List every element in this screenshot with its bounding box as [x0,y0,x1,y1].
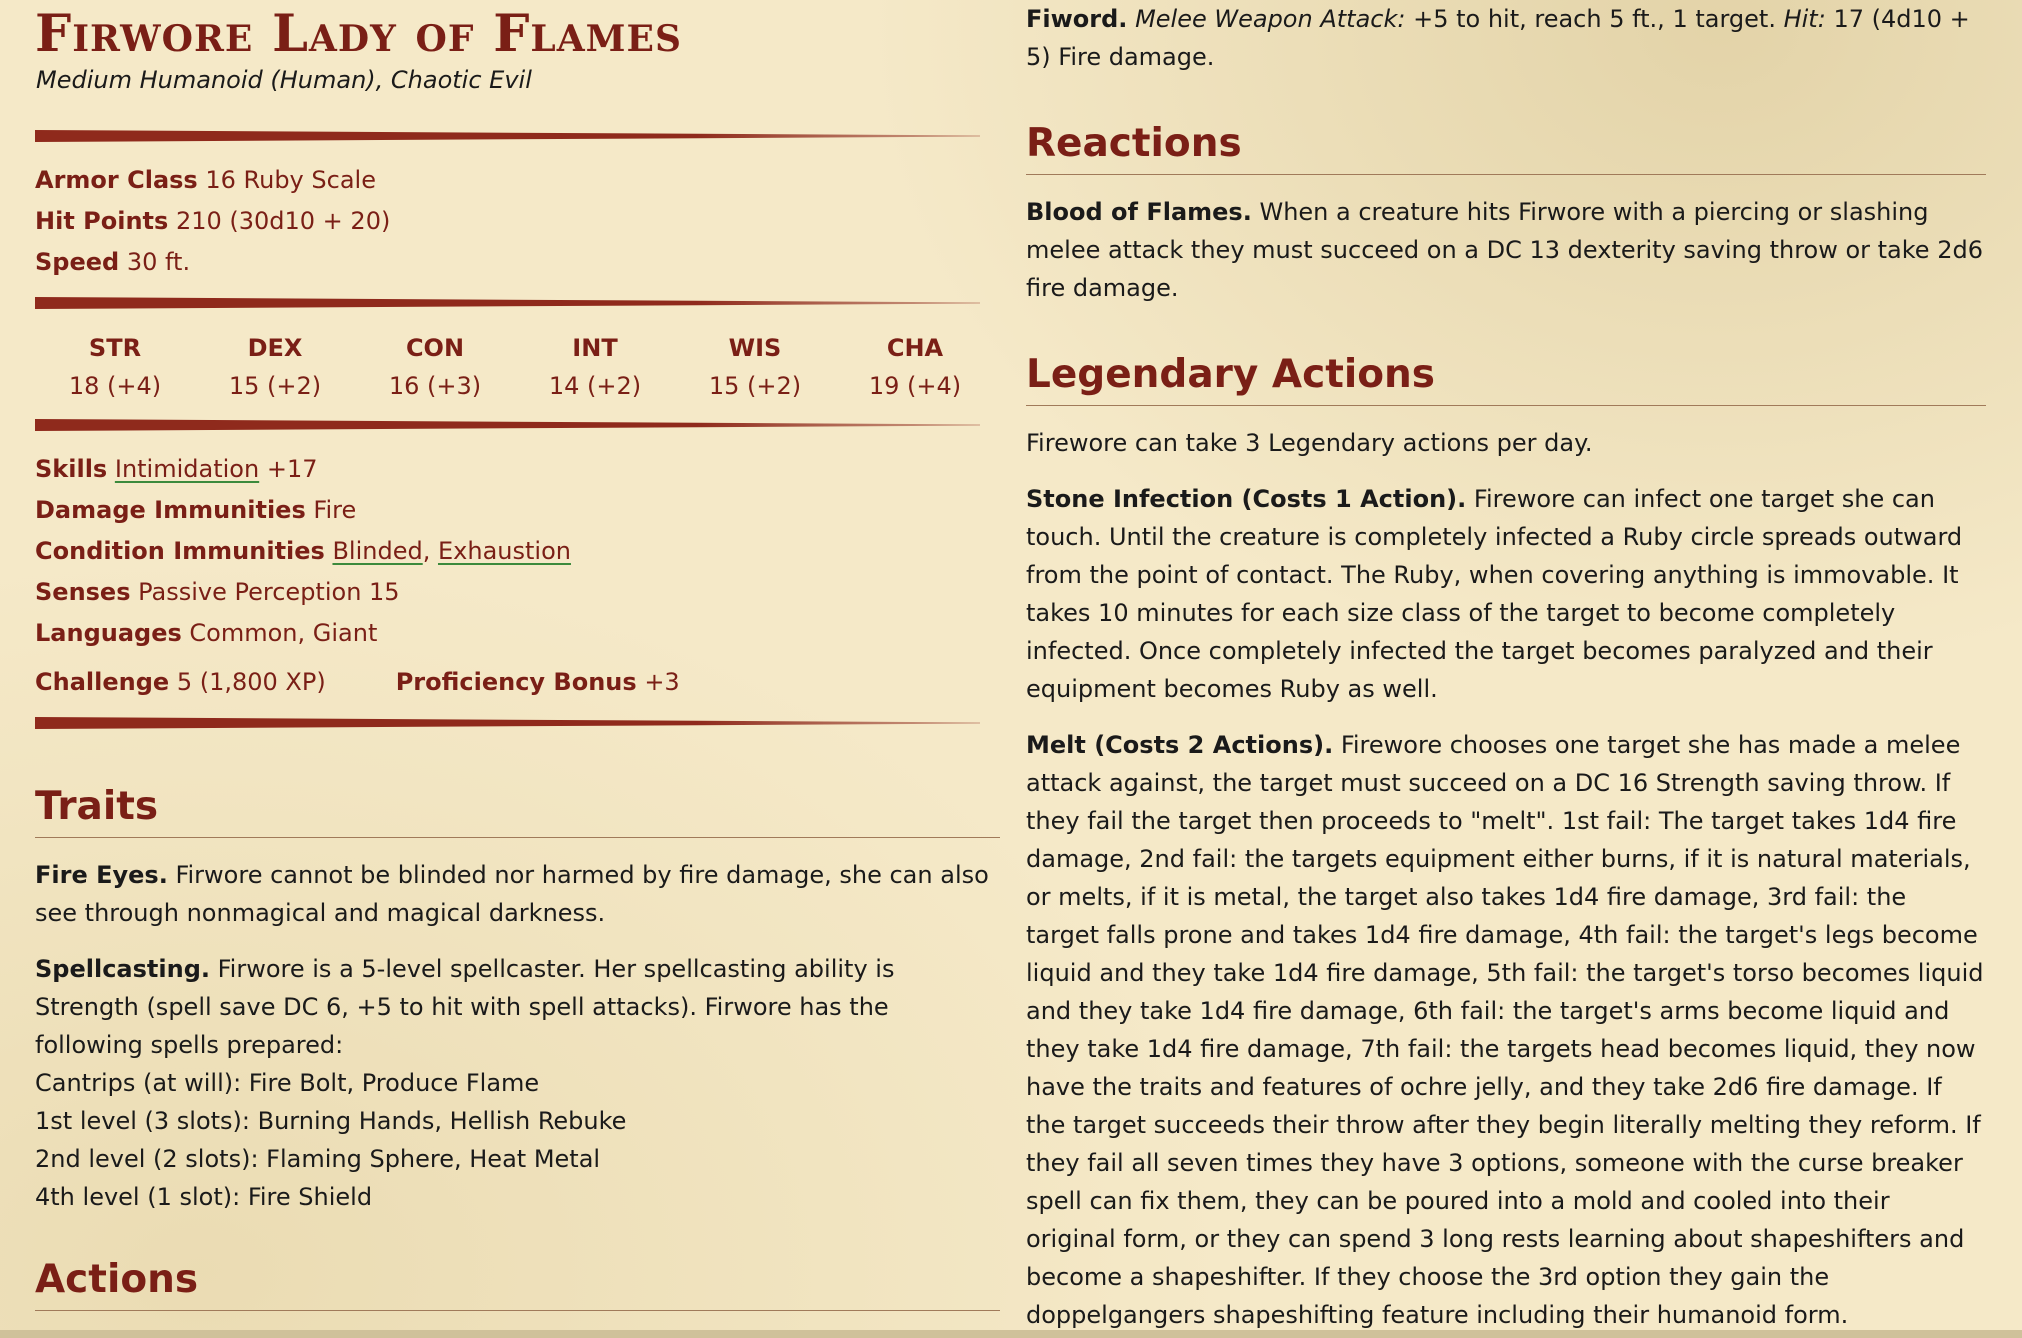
trait-name: Spellcasting. [35,955,210,983]
trait-fire-eyes [35,856,1000,932]
skills-label: Skills [35,455,108,483]
ability-cha [835,329,995,405]
challenge [35,662,326,703]
action-hit-text: 17 (4d10 + 5) Fire damage. [1026,5,1970,71]
ability-label: CON [405,334,465,362]
divider [35,419,980,431]
action-hit-label: Hit: [1783,5,1826,33]
challenge-label: Challenge [35,668,170,696]
spell-list [35,1064,1000,1216]
divider [35,130,980,142]
ability-str [35,329,195,405]
reaction-blood-of-flames [1026,193,1986,307]
legendary-name: Stone Infection (Costs 1 Action). [1026,485,1467,513]
challenge-row [35,662,1000,703]
ability-label: WIS [728,334,782,362]
spell-line: 1st level (3 slots): Burning Hands, Hellish Rebuke [35,1107,627,1135]
divider [35,717,980,729]
trait-name: Fire Eyes. [35,861,168,889]
actions-heading: Actions [35,1256,1000,1311]
skills [35,449,1000,490]
senses-label: Senses [35,578,131,606]
trait-text: Firwore cannot be blinded nor harmed by fire damage, she can also see through nonmagical and magical darkness. [35,861,989,927]
reaction-name: Blood of Flames. [1026,198,1252,226]
ability-value: 14 (+2) [548,372,642,400]
languages [35,613,1000,654]
legendary-melt [1026,726,1986,1334]
skill-intimidation-link[interactable]: Intimidation [114,455,260,483]
damage-immunities-value: Fire [313,496,357,524]
ability-wis [675,329,835,405]
ability-value: 18 (+4) [68,372,162,400]
armor-class-label: Armor Class [35,166,198,194]
legendary-text: Firewore chooses one target she has made a melee attack against, the target must succeed on a DC 16 Strength saving throw. If they fail the target then proceeds to "melt". 1st fail: The target takes 1d4 fire damage, 2nd fail: the targets equipment either burns, if it is natural materials, or melts, if it is metal, the target also takes 1d4 fire damage, 3rd fail: the target falls prone and takes 1d4 fire damage, 4th fail: the target's legs become liquid and they take 1d4 fire damage, 5th fail: the target's torso becomes liquid and they take 1d4 fire damage, 6th fail: the target's arms become liquid and they take 1d4 fire damage, 7th fail: the targets head becomes liquid, they now have the traits and features of ochre jelly, and they take 2d6 fire damage. If the target succeeds their throw after they begin literally melting they reform. If they fail all seven times they have 3 options, someone with the curse breaker spell can fix them, they can be poured into a mold and cooled into their original form, or they can spend 3 long rests learning about shapeshifters and become a shapeshifter. If they choose the 3rd option they gain the doppelgangers shapeshifting feature including their humanoid form. [1026,731,1984,1329]
divider [35,297,980,309]
skills-value: +17 [266,455,318,483]
ability-con [355,329,515,405]
senses [35,572,1000,613]
ability-label: DEX [247,334,303,362]
hit-points [35,201,1000,242]
left-column [35,0,1000,1311]
condition-separator: , [422,537,438,565]
legendary-actions-heading: Legendary Actions [1026,351,1986,406]
ability-scores [35,329,995,405]
legendary-text: Firewore can infect one target she can touch. Until the creature is completely infected a Ruby circle spreads outward from the point of contact. The Ruby, when covering anything is immovable. It takes 10 minutes for each size class of the target to become completely infected. Once completely infected the target becomes paralyzed and their equipment becomes Ruby as well. [1026,485,1963,703]
ability-dex [195,329,355,405]
proficiency-label: Proficiency Bonus [395,668,637,696]
damage-immunities-label: Damage Immunities [35,496,306,524]
right-column [1026,0,1986,1334]
monster-meta: Medium Humanoid (Human), Chaotic Evil [36,66,532,94]
legendary-name: Melt (Costs 2 Actions). [1026,731,1334,759]
trait-spellcasting [35,950,1000,1064]
armor-class [35,160,1000,201]
hit-points-label: Hit Points [35,207,169,235]
reactions-heading: Reactions [1026,120,1986,175]
spell-line: 2nd level (2 slots): Flaming Sphere, Heat Metal [35,1145,601,1173]
languages-label: Languages [35,619,182,647]
languages-value: Common, Giant [189,619,378,647]
senses-value: Passive Perception 15 [138,578,400,606]
spell-line: 4th level (1 slot): Fire Shield [35,1183,373,1211]
ability-value: 15 (+2) [228,372,322,400]
action-attack-text: +5 to hit, reach 5 ft., 1 target. [1413,5,1776,33]
condition-immunities-label: Condition Immunities [35,537,325,565]
speed [35,242,1000,283]
action-attack-type: Melee Weapon Attack: [1135,5,1406,33]
proficiency-bonus [396,662,680,703]
armor-class-value: 16 Ruby Scale [205,166,376,194]
ability-value: 15 (+2) [708,372,802,400]
ability-label: STR [88,334,142,362]
ability-label: CHA [886,334,944,362]
damage-immunities [35,490,1000,531]
proficiency-value: +3 [644,668,680,696]
hit-points-value: 210 (30d10 + 20) [175,207,391,235]
traits-heading: Traits [35,783,1000,838]
action-fiword [1026,0,1986,76]
legendary-stone-infection [1026,480,1986,708]
trait-text: Firwore is a 5-level spellcaster. Her spellcasting ability is Strength (spell save DC 6, +5 to hit with spell attacks). Firwore has the following spells prepared: [35,955,895,1059]
condition-blinded-link[interactable]: Blinded [332,537,423,565]
ability-label: INT [572,334,618,362]
speed-value: 30 ft. [126,248,191,276]
horizontal-scrollbar[interactable] [0,1330,2022,1338]
ability-value: 16 (+3) [388,372,482,400]
reaction-text: When a creature hits Firwore with a piercing or slashing melee attack they must succeed on a DC 13 dexterity saving throw or take 2d6 fire damage. [1026,198,1983,302]
condition-exhaustion-link[interactable]: Exhaustion [437,537,571,565]
condition-immunities [35,531,1000,572]
action-name: Fiword. [1026,5,1128,33]
monster-name: Firwore Lady of Flames [35,4,682,64]
ability-value: 19 (+4) [868,372,962,400]
spell-line: Cantrips (at will): Fire Bolt, Produce Flame [35,1069,540,1097]
speed-label: Speed [35,248,120,276]
legendary-intro: Firewore can take 3 Legendary actions per day. [1026,429,1593,457]
challenge-value: 5 (1,800 XP) [176,668,326,696]
ability-int [515,329,675,405]
